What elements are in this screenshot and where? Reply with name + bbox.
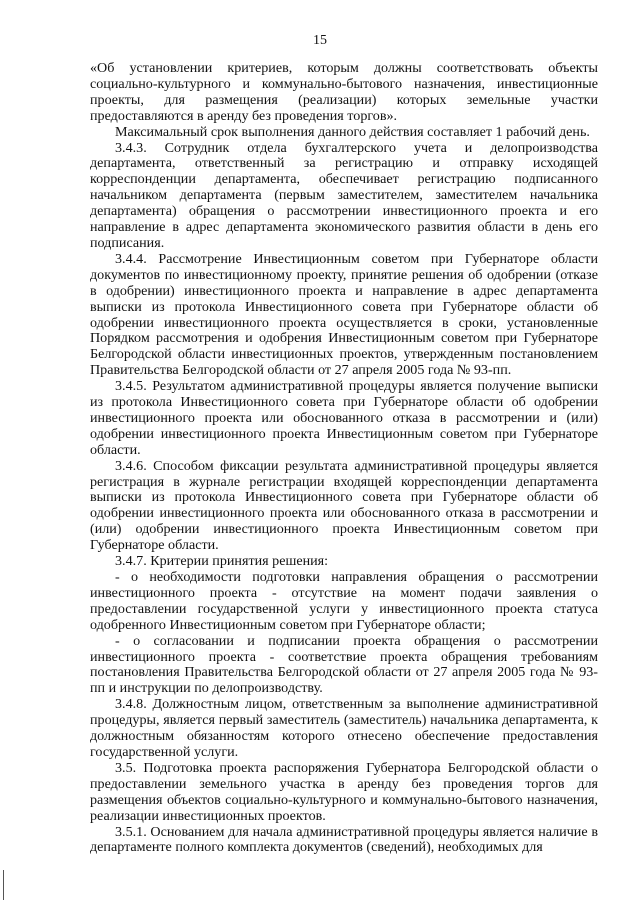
- paragraph-3-4-5: 3.4.5. Результатом административной процедуры является получение выписки из протокола Инвестиционного совета при Губернаторе области об одобрении инвестиционного проекта или обоснованного отказа в рассмотрении и (или) одобрении инвестиционного проекта Инвестиционным советом при Губернаторе области.: [90, 378, 598, 458]
- document-body: [90, 61, 598, 856]
- paragraph-3-4-4: 3.4.4. Рассмотрение Инвестиционным советом при Губернаторе области документов по инвестиционному проекту, принятие решения об одобрении (отказе в одобрении) инвестиционного проекта и направление в адрес департамента выписки из протокола Инвестиционного совета при Губернаторе области об одобрении инвестиционного проекта осуществляется в сроки, установленные Порядком рассмотрения и одобрения Инвестиционным советом при Губернаторе Белгородской области инвестиционных проектов, утвержденным постановлением Правительства Белгородской области от 27 апреля 2005 года № 93-пп.: [90, 250, 598, 379]
- paragraph-3-4-3: 3.4.3. Сотрудник отдела бухгалтерского учета и делопроизводства департамента, ответственный за регистрацию и отправку исходящей корреспонденции департамента, обеспечивает регистрацию подписанного начальником департамента (первым заместителем, заместителем начальника департамента) обращения о рассмотрении инвестиционного проекта и его направление в адрес департамента экономического развития области в день его подписания.: [90, 139, 598, 251]
- paragraph-3-5-1: 3.5.1. Основанием для начала административной процедуры является наличие в департаменте полного комплекта документов (сведений), необходимых для: [90, 823, 598, 856]
- paragraph-3-5: 3.5. Подготовка проекта распоряжения Губернатора Белгородской области о предоставлении земельного участка в аренду без проведения торгов для размещения объектов социально-культурного и коммунально-бытового назначения, реализации инвестиционных проектов.: [90, 759, 598, 824]
- paragraph-resolution-title-continuation: «Об установлении критериев, которым должны соответствовать объекты социально-культурного и коммунально-бытового назначения, инвестиционные проекты, для размещения (реализации) которых земельные участки предоставляются в аренду без проведения торгов».: [90, 60, 598, 124]
- scan-margin-mark: [3, 870, 4, 900]
- paragraph-3-4-8: 3.4.8. Должностным лицом, ответственным за выполнение административной процедуры, является первый заместитель (заместитель) начальника департамента, к должностным обязанностям которого отнесено обеспечение предоставления государственной услуги.: [90, 696, 598, 760]
- criteria-item-2: - о согласовании и подписании проекта обращения о рассмотрении инвестиционного проекта - соответствие проекта обращения требованиям постановления Правительства Белгородской области от 27 апреля 2005 года № 93-пп и инструкции по делопроизводству.: [90, 632, 598, 697]
- paragraph-max-duration: Максимальный срок выполнения данного действия составляет 1 рабочий день.: [115, 123, 590, 140]
- paragraph-3-4-7: 3.4.7. Критерии принятия решения:: [115, 553, 329, 570]
- page-number: 15: [313, 33, 327, 48]
- criteria-item-1: - о необходимости подготовки направления обращения о рассмотрении инвестиционного проекта - отсутствие на момент подачи заявления о предоставлении государственной услуги у инвестиционного проекта статуса одобренного Инвестиционным советом при Губернаторе области;: [90, 569, 598, 633]
- paragraph-3-4-6: 3.4.6. Способом фиксации результата административной процедуры является регистрация в журнале регистрации входящей корреспонденции департамента выписки из протокола Инвестиционного совета при Губернаторе области об одобрении инвестиционного проекта или обоснованного отказа в рассмотрении и (или) одобрении инвестиционного проекта Инвестиционным советом при Губернаторе области.: [90, 457, 598, 554]
